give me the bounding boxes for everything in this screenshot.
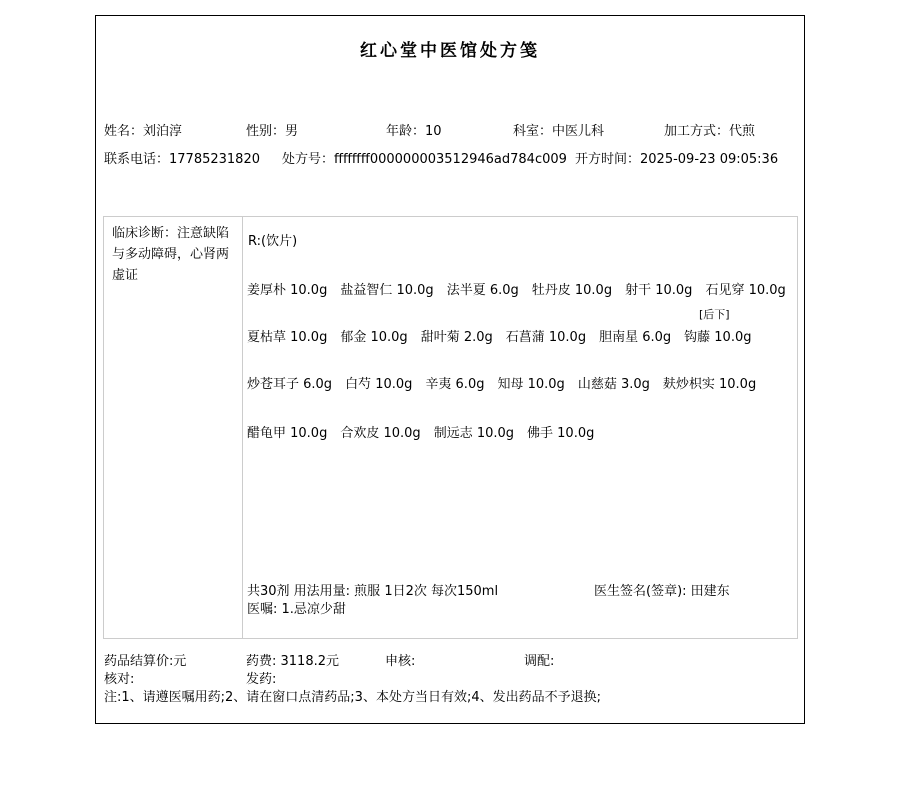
patient-age-value: 10: [425, 124, 442, 139]
rx-number-label: 处方号：: [282, 152, 335, 167]
settlement-price-value: 元: [173, 654, 187, 669]
dosage-line: 共30剂 用法用量: 煎服 1日2次 每次150ml: [247, 584, 499, 599]
herb-item: 辛夷 6.0g: [425, 377, 485, 392]
footer-note: 注:1、请遵医嘱用药;2、请在窗口点清药品;3、本处方当日有效;4、发出药品不予退换;: [104, 690, 601, 705]
clinical-diagnosis: 临床诊断：注意缺陷与多动障碍，心肾两虚证: [112, 226, 230, 283]
review-label: 申核:: [385, 654, 416, 669]
rx-area: [243, 217, 797, 638]
medicine-fee-label: 药费:: [246, 654, 281, 669]
issue-time-value: 2025-09-23 09:05:36: [640, 152, 779, 167]
issue-medicine-field: [246, 672, 276, 687]
herb-row-1: [247, 279, 799, 298]
patient-name-label: 姓名：: [104, 124, 144, 139]
processing-method-field: [664, 124, 755, 139]
rx-number-value: ffffffff000000003512946ad784c009: [334, 152, 567, 167]
phone-value: 17785231820: [169, 152, 260, 167]
herb-item: 法半夏 6.0g: [446, 283, 519, 298]
doctor-signature: [594, 580, 730, 599]
patient-age-label: 年龄：: [386, 124, 426, 139]
herb-item: 制远志 10.0g: [433, 426, 515, 441]
diagnosis-panel: [104, 217, 243, 638]
prescription-sheet: [95, 15, 805, 724]
patient-gender-value: 男: [285, 124, 299, 139]
department-label: 科室：: [513, 124, 553, 139]
settlement-price-label: 药品结算价:: [104, 654, 174, 669]
herb-item: 麸炒枳实 10.0g: [662, 377, 757, 392]
herb-item: 知母 10.0g: [497, 377, 565, 392]
patient-gender-label: 性别：: [246, 124, 286, 139]
medical-advice: 医嘱: 1.忌凉少甜: [247, 602, 346, 617]
medicine-fee-value: 3118.2元: [280, 654, 340, 669]
check-label: 核对:: [104, 672, 135, 687]
medicine-fee-field: [246, 654, 339, 669]
herb-item: 牡丹皮 10.0g: [531, 283, 613, 298]
issue-time-field: [575, 152, 778, 167]
phone-field: [104, 152, 260, 167]
herb-item: 合欢皮 10.0g: [340, 426, 421, 441]
herb-item: 山慈菇 3.0g: [577, 377, 650, 392]
processing-method-value: 代煎: [729, 124, 756, 139]
dispense-label: 调配:: [524, 654, 555, 669]
doctor-name: 田建东: [690, 584, 730, 599]
herb-item: 郁金 10.0g: [340, 330, 408, 345]
herb-item: 夏枯草 10.0g: [247, 330, 328, 345]
herb-row-2: [247, 326, 765, 345]
doctor-signature-label: 医生签名(签章):: [594, 584, 691, 599]
dispense-field: [524, 654, 554, 669]
herb-item: 石见穿 10.0g: [705, 283, 786, 298]
decoction-annotation: [后下]: [699, 308, 730, 321]
patient-age-field: [386, 124, 442, 139]
check-field: [104, 672, 134, 687]
issue-time-label: 开方时间：: [575, 152, 641, 167]
patient-gender-field: [246, 124, 298, 139]
herb-item: 炒苍耳子 6.0g: [247, 377, 333, 392]
phone-label: 联系电话：: [104, 152, 170, 167]
rx-header: R:(饮片): [248, 234, 298, 249]
settlement-price-field: [104, 654, 186, 669]
patient-name-field: [104, 124, 182, 139]
issue-medicine-label: 发药:: [246, 672, 277, 687]
prescription-body: [103, 216, 798, 639]
herb-item: 盐益智仁 10.0g: [340, 283, 434, 298]
herb-item: 甜叶菊 2.0g: [420, 330, 493, 345]
patient-name-value: 刘泊淳: [143, 124, 183, 139]
department-field: [513, 124, 604, 139]
herb-item: 醋龟甲 10.0g: [247, 426, 328, 441]
herb-row-4: [247, 422, 607, 441]
herb-item: 白芍 10.0g: [345, 377, 413, 392]
rx-number-field: [282, 152, 567, 167]
herb-item: 射干 10.0g: [625, 283, 693, 298]
review-field: [385, 654, 415, 669]
herb-item: 佛手 10.0g: [527, 426, 595, 441]
herb-item: 石菖蒲 10.0g: [505, 330, 587, 345]
page-title: 红心堂中医馆处方笺: [360, 41, 540, 61]
processing-method-label: 加工方式：: [664, 124, 730, 139]
department-value: 中医儿科: [552, 124, 605, 139]
herb-item: 钩藤 10.0g: [684, 330, 752, 345]
herb-row-3: [247, 373, 769, 392]
herb-item: 胆南星 6.0g: [599, 330, 672, 345]
herb-item: 姜厚朴 10.0g: [247, 283, 328, 298]
